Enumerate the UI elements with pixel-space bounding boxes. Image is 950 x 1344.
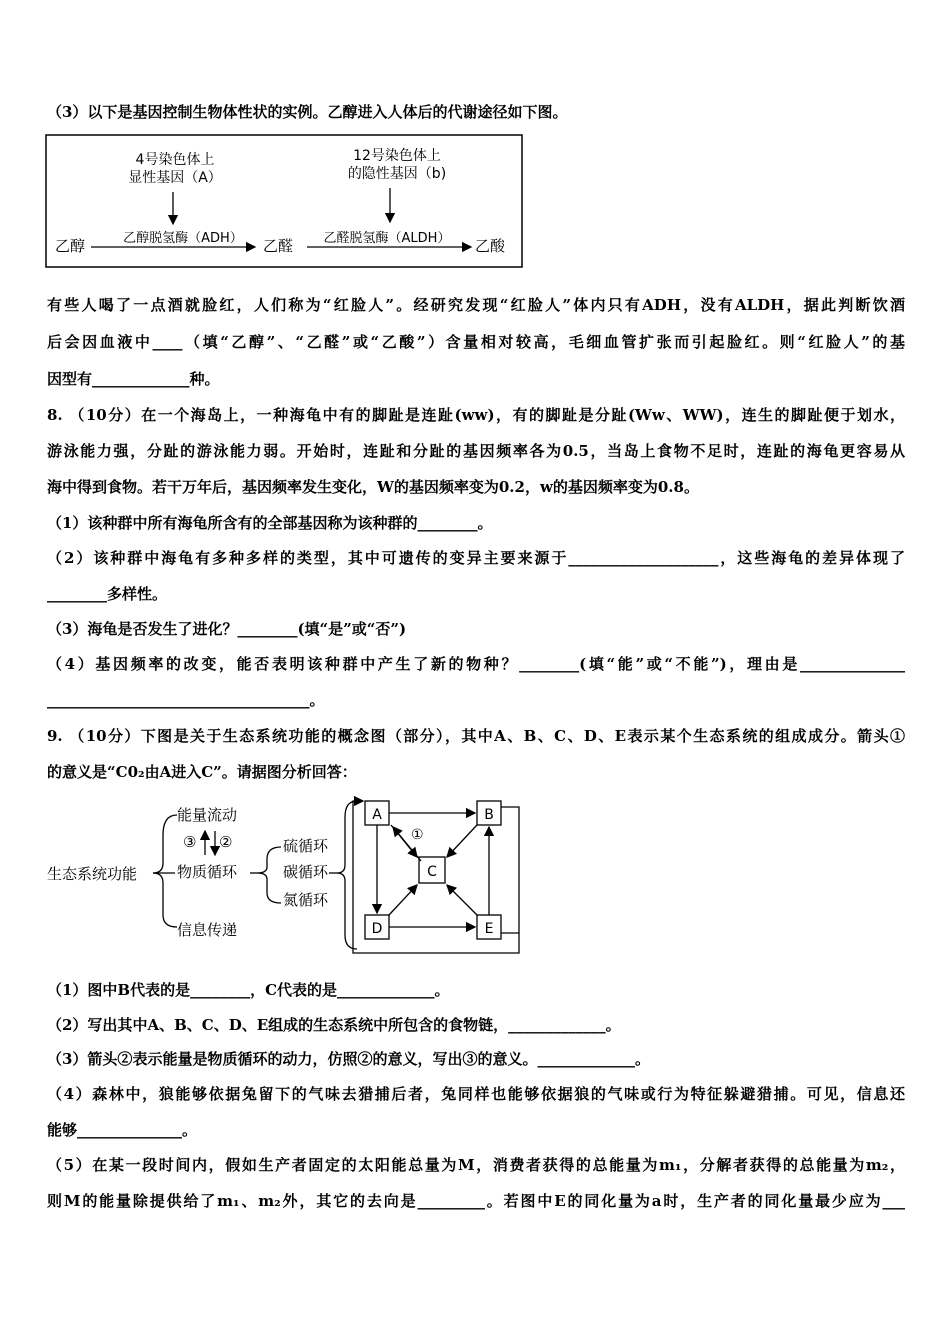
node-a: A	[372, 807, 382, 823]
q9-intro-line2: 的意义是“C0₂由A进入C”。请据图分析回答：	[47, 763, 357, 781]
q9-part2: （2）写出其中A、B、C、D、E组成的生态系统中所包含的食物链，_____________。	[47, 1016, 621, 1034]
acetaldehyde-label: 乙醛	[263, 237, 294, 255]
node-d: D	[371, 921, 383, 937]
gene-b-line2: 的隐性基因（b)	[347, 166, 447, 182]
q8-line2: 游泳能力强，分趾的游泳能力弱。开始时，连趾和分趾的基因频率各为0.5，当岛上食物不足时，连趾的海龟更容易从	[47, 442, 905, 460]
node-b: B	[484, 807, 494, 823]
carbon-brace	[337, 801, 357, 949]
q8-part2: （2）该种群中海龟有多种多样的类型，其中可遗传的变异主要来源于____________________，这些海龟的差异体现了	[47, 549, 905, 567]
cycle-brace	[257, 847, 281, 903]
node-e: E	[484, 921, 494, 937]
acetic-acid-label: 乙酸	[475, 237, 506, 255]
q9-part1: （1）图中B代表的是________，C代表的是_____________。	[47, 981, 450, 999]
arrow-e-to-c	[447, 885, 477, 915]
q7-text-line3: 因型有_____________种。	[47, 370, 220, 388]
q8-part3: （3）海龟是否发生了进化？________(填“是”或“否”)	[47, 620, 407, 638]
q7-text-line1: 有些人喝了一点酒就脸红，人们称为“红脸人”。经研究发现“红脸人”体内只有ADH，没有ALDH，据此判断饮酒	[47, 296, 905, 314]
energy-flow-label: 能量流动	[177, 806, 238, 824]
arrow-3-label: ③	[183, 833, 197, 851]
gene-a-line2: 显性基因（A）	[128, 170, 222, 186]
gene-a-line1: 4号染色体上	[135, 152, 215, 168]
q8-line3: 海中得到食物。若干万年后，基因频率发生变化，W的基因频率变为0.2，w的基因频率变为0.8。	[47, 478, 699, 496]
sulfur-cycle-label: 硫循环	[283, 837, 329, 855]
q9-intro-line1: 9. （10分）下图是关于生态系统功能的概念图（部分），其中A、B、C、D、E表示某个生态系统的组成成分。箭头①	[47, 727, 905, 745]
q8-part4-cont: ___________________________________。	[47, 691, 325, 709]
q7-part3-intro: （3）以下是基因控制生物体性状的实例。乙醇进入人体后的代谢途径如下图。	[47, 103, 568, 121]
root-brace	[153, 815, 177, 927]
gene-b-line1: 12号染色体上	[353, 148, 441, 164]
q9-part4: （4）森林中，狼能够依据兔留下的气味去猎捕后者，兔同样也能够依据狼的气味或行为特征躲避猎捕。可见，信息还	[47, 1085, 905, 1103]
arrow-2-label: ②	[219, 833, 233, 851]
q8-part2-cont: ________多样性。	[47, 585, 168, 603]
arrow-b-to-c	[447, 825, 477, 857]
ecosystem-function-figure	[45, 795, 535, 960]
enzyme-aldh: 乙醛脱氢酶（ALDH）	[323, 231, 451, 246]
carbon-cycle-label: 碳循环	[283, 863, 329, 881]
q9-part3: （3）箭头②表示能量是物质循环的动力，仿照②的意义，写出③的意义。_____________。	[47, 1050, 650, 1068]
arrow-d-to-c	[389, 885, 417, 915]
arrow-1-label: ①	[411, 827, 424, 843]
enzyme-adh: 乙醇脱氢酶（ADH）	[123, 231, 243, 246]
q8-part1: （1）该种群中所有海龟所含有的全部基因称为该种群的________。	[47, 514, 493, 532]
q9-part5-line1: （5）在某一段时间内，假如生产者固定的太阳能总量为M，消费者获得的总能量为m₁，分解者获得的总能量为m₂，	[47, 1156, 905, 1174]
q9-part4-cont: 能够______________。	[47, 1121, 198, 1139]
material-cycle-label: 物质循环	[177, 863, 238, 881]
q8-line1: 8. （10分）在一个海岛上，一种海龟中有的脚趾是连趾(ww)，有的脚趾是分趾(Ww、WW)，连生的脚趾便于划水，	[47, 406, 905, 424]
ethanol-metabolism-figure	[45, 134, 523, 268]
root-label: 生态系统功能	[47, 865, 138, 883]
q7-text-line2: 后会因血液中____（填“乙醇”、“乙醛”或“乙酸”）含量相对较高，毛细血管扩张而引起脸红。则“红脸人”的基	[47, 333, 905, 351]
q9-part5-line2: 则M的能量除提供给了m₁、m₂外，其它的去向是_________。若图中E的同化量为a时，生产者的同化量最少应为___	[47, 1192, 905, 1210]
ethanol-label: 乙醇	[55, 237, 86, 255]
nitrogen-cycle-label: 氮循环	[283, 891, 329, 909]
node-c: C	[427, 864, 437, 880]
q8-part4: （4）基因频率的改变，能否表明该种群中产生了新的物种？________(填“能”或“不能”)，理由是______________	[47, 655, 905, 673]
arrow-b-loop	[501, 807, 519, 933]
info-transfer-label: 信息传递	[177, 921, 238, 939]
